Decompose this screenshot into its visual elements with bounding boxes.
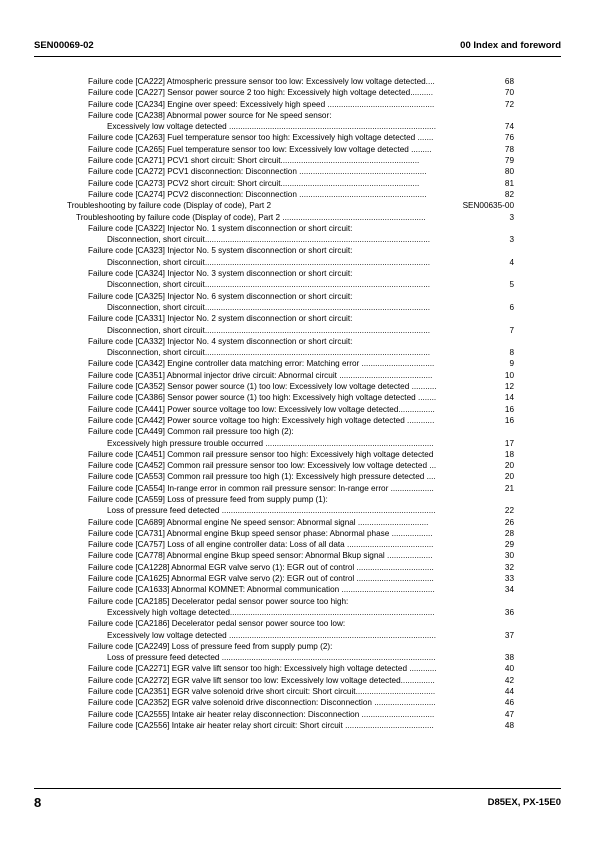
toc-entry bbox=[0, 483, 595, 494]
toc-entry bbox=[0, 720, 595, 731]
toc-entry-title: Failure code [CA442] Power source voltage too high: Excessively high voltage detected ............ bbox=[88, 415, 435, 425]
toc-entry bbox=[0, 517, 595, 528]
toc-entry-title: Failure code [CA731] Abnormal engine Bkup speed sensor phase: Abnormal phase .................. bbox=[88, 528, 433, 538]
toc-page-number: 30 bbox=[504, 551, 514, 561]
toc-entry bbox=[0, 144, 595, 155]
toc-entry-title: Failure code [CA449] Common rail pressure too high (2): bbox=[88, 427, 294, 437]
toc-entry-title: Failure code [CA559] Loss of pressure feed from supply pump (1): bbox=[88, 494, 328, 504]
toc-page-number: 32 bbox=[504, 562, 514, 572]
toc-entry-title: Failure code [CA325] Injector No. 6 system disconnection or short circuit: bbox=[88, 291, 353, 301]
toc-entry bbox=[0, 618, 595, 629]
toc-entry bbox=[0, 709, 595, 720]
toc-page-number: 70 bbox=[504, 88, 514, 98]
toc-entry bbox=[0, 697, 595, 708]
toc-entry bbox=[0, 686, 595, 697]
toc-page-number: 16 bbox=[504, 404, 514, 414]
toc-entry bbox=[0, 325, 595, 336]
toc-entry-title: Disconnection, short circuit................................................................................................... bbox=[107, 302, 431, 312]
toc-entry bbox=[0, 313, 595, 324]
toc-entry-title: Failure code [CA323] Injector No. 5 system disconnection or short circuit: bbox=[88, 246, 353, 256]
toc-entry-title: Failure code [CA1228] Abnormal EGR valve servo (1): EGR out of control .................................. bbox=[88, 562, 434, 572]
toc-entry bbox=[0, 110, 595, 121]
toc-entry-title: Disconnection, short circuit................................................................................................... bbox=[107, 280, 431, 290]
toc-entry-title: Failure code [CA2272] EGR valve lift sensor too low: Excessively low voltage detected............... bbox=[88, 675, 435, 685]
toc-entry bbox=[0, 573, 595, 584]
toc-entry bbox=[0, 460, 595, 471]
toc-page-number: 29 bbox=[504, 540, 514, 550]
toc-entry bbox=[0, 550, 595, 561]
toc-entry bbox=[0, 178, 595, 189]
toc-page-number: 34 bbox=[504, 585, 514, 595]
toc-entry-title: Failure code [CA2271] EGR valve lift sensor too high: Excessively high voltage detected ............ bbox=[88, 664, 437, 674]
toc-page-number: 82 bbox=[504, 189, 514, 199]
toc-entry bbox=[0, 99, 595, 110]
toc-entry bbox=[0, 223, 595, 234]
toc-entry bbox=[0, 652, 595, 663]
toc-section-id: SEN00635-00 bbox=[462, 201, 514, 211]
toc-page-number: 26 bbox=[504, 517, 514, 527]
toc-page-number: 3 bbox=[509, 212, 514, 222]
toc-entry-title: Failure code [CA274] PCV2 disconnection: Disconnection ........................................................ bbox=[88, 189, 427, 199]
toc-entry-title: Failure code [CA352] Sensor power source (1) too low: Excessively low voltage detected ........... bbox=[88, 382, 437, 392]
toc-entry bbox=[0, 358, 595, 369]
toc-entry bbox=[0, 630, 595, 641]
toc-entry bbox=[0, 336, 595, 347]
toc-page-number: 10 bbox=[504, 370, 514, 380]
toc-page-number: 40 bbox=[504, 664, 514, 674]
toc-entry bbox=[0, 596, 595, 607]
toc-page-number: 37 bbox=[504, 630, 514, 640]
toc-entry bbox=[0, 302, 595, 313]
table-of-contents bbox=[0, 76, 595, 731]
toc-page-number: 14 bbox=[504, 393, 514, 403]
toc-entry-title: Disconnection, short circuit................................................................................................... bbox=[107, 348, 431, 358]
toc-entry bbox=[0, 291, 595, 302]
toc-entry bbox=[0, 505, 595, 516]
page-number: 8 bbox=[34, 795, 42, 810]
page-header bbox=[34, 40, 561, 52]
toc-page-number: 81 bbox=[504, 178, 514, 188]
toc-page-number: 76 bbox=[504, 133, 514, 143]
toc-entry-title: Failure code [CA273] PCV2 short circuit: Short circuit............................................................. bbox=[88, 178, 420, 188]
toc-entry-title: Failure code [CA451] Common rail pressure sensor too high: Excessively high voltage detected bbox=[88, 449, 434, 459]
toc-entry-title: Failure code [CA234] Engine over speed: Excessively high speed ............................................... bbox=[88, 99, 435, 109]
toc-entry-title: Failure code [CA452] Common rail pressure sensor too low: Excessively low voltage detected ... bbox=[88, 461, 437, 471]
toc-entry bbox=[0, 415, 595, 426]
toc-entry-title: Failure code [CA2185] Decelerator pedal sensor power source too high: bbox=[88, 596, 349, 606]
toc-entry-title: Failure code [CA272] PCV1 disconnection: Disconnection ........................................................ bbox=[88, 167, 427, 177]
toc-entry-title: Failure code [CA2249] Loss of pressure feed from supply pump (2): bbox=[88, 641, 333, 651]
toc-entry-title: Failure code [CA342] Engine controller data matching error: Matching error ................................ bbox=[88, 359, 435, 369]
toc-entry-title: Failure code [CA222] Atmospheric pressure sensor too low: Excessively low voltage detected.... bbox=[88, 77, 435, 86]
toc-entry-title: Failure code [CA322] Injector No. 1 system disconnection or short circuit: bbox=[88, 223, 353, 233]
toc-entry-title: Failure code [CA265] Fuel temperature sensor too low: Excessively low voltage detected ......... bbox=[88, 144, 432, 154]
toc-page-number: 42 bbox=[504, 675, 514, 685]
toc-entry bbox=[0, 381, 595, 392]
model-name: D85EX, PX-15E0 bbox=[487, 797, 561, 808]
toc-page-number: 17 bbox=[504, 438, 514, 448]
toc-entry-title: Loss of pressure feed detected .............................................................................................. bbox=[107, 506, 436, 516]
toc-entry bbox=[0, 584, 595, 595]
toc-entry bbox=[0, 449, 595, 460]
toc-entry-title: Excessively low voltage detected ........................................................................................... bbox=[107, 122, 436, 132]
toc-entry bbox=[0, 132, 595, 143]
toc-entry bbox=[0, 494, 595, 505]
toc-entry bbox=[0, 268, 595, 279]
toc-page-number: 20 bbox=[504, 472, 514, 482]
toc-entry bbox=[0, 438, 595, 449]
toc-page-number: 68 bbox=[504, 77, 514, 86]
toc-entry bbox=[0, 404, 595, 415]
toc-page-number: 48 bbox=[504, 720, 514, 730]
footer-rule bbox=[34, 788, 561, 789]
toc-page-number: 78 bbox=[504, 144, 514, 154]
toc-entry bbox=[0, 471, 595, 482]
toc-entry-title: Failure code [CA332] Injector No. 4 system disconnection or short circuit: bbox=[88, 336, 353, 346]
toc-entry bbox=[0, 234, 595, 245]
toc-page-number: 79 bbox=[504, 156, 514, 166]
toc-page-number: 18 bbox=[504, 449, 514, 459]
toc-entry bbox=[0, 426, 595, 437]
toc-entry bbox=[0, 200, 595, 211]
toc-page-number: 22 bbox=[504, 506, 514, 516]
toc-page-number: 12 bbox=[504, 382, 514, 392]
toc-page-number: 9 bbox=[509, 359, 514, 369]
header-rule bbox=[34, 56, 561, 57]
toc-entry-title: Excessively low voltage detected ........................................................................................... bbox=[107, 630, 436, 640]
toc-page-number: 36 bbox=[504, 607, 514, 617]
toc-entry-title: Disconnection, short circuit................................................................................................... bbox=[107, 257, 431, 267]
toc-page-number: 47 bbox=[504, 709, 514, 719]
toc-entry-title: Excessively high pressure trouble occurred .......................................................................... bbox=[107, 438, 434, 448]
toc-entry bbox=[0, 87, 595, 98]
toc-entry bbox=[0, 641, 595, 652]
toc-entry-title: Failure code [CA778] Abnormal engine Bkup speed sensor: Abnormal Bkup signal .................... bbox=[88, 551, 433, 561]
toc-entry bbox=[0, 663, 595, 674]
toc-page-number: 44 bbox=[504, 687, 514, 697]
section-title: 00 Index and foreword bbox=[460, 40, 561, 51]
toc-entry-title: Failure code [CA441] Power source voltage too low: Excessively low voltage detected................ bbox=[88, 404, 435, 414]
toc-entry-title: Failure code [CA1633] Abnormal KOMNET: Abnormal communication ......................................... bbox=[88, 585, 435, 595]
toc-page-number: 5 bbox=[509, 280, 514, 290]
toc-entry-title: Failure code [CA2352] EGR valve solenoid drive disconnection: Disconnection ........................... bbox=[88, 698, 436, 708]
toc-entry-title: Failure code [CA757] Loss of all engine controller data: Loss of all data ...................................... bbox=[88, 540, 434, 550]
toc-entry-title: Failure code [CA2186] Decelerator pedal sensor power source too low: bbox=[88, 619, 346, 629]
toc-page-number: 6 bbox=[509, 302, 514, 312]
toc-page-number: 28 bbox=[504, 528, 514, 538]
toc-page-number: 72 bbox=[504, 99, 514, 109]
toc-entry bbox=[0, 562, 595, 573]
toc-entry bbox=[0, 212, 595, 223]
toc-entry-title: Failure code [CA351] Abnormal injector drive circuit: Abnormal circuit ......................................... bbox=[88, 370, 433, 380]
toc-page-number: 8 bbox=[509, 348, 514, 358]
toc-entry-title: Failure code [CA386] Sensor power source (1) too high: Excessively high voltage detected ........ bbox=[88, 393, 437, 403]
toc-entry bbox=[0, 166, 595, 177]
toc-page-number: 33 bbox=[504, 574, 514, 584]
toc-entry-title: Excessively high voltage detected.......................................................................................... bbox=[107, 607, 435, 617]
toc-entry bbox=[0, 675, 595, 686]
toc-entry bbox=[0, 539, 595, 550]
toc-page-number: 4 bbox=[509, 257, 514, 267]
toc-entry bbox=[0, 155, 595, 166]
toc-entry bbox=[0, 257, 595, 268]
toc-entry-title: Troubleshooting by failure code (Display of code), Part 2 bbox=[67, 201, 272, 211]
toc-page-number: 16 bbox=[504, 415, 514, 425]
page-footer bbox=[34, 795, 561, 809]
toc-entry-title: Failure code [CA553] Common rail pressure too high (1): Excessively high pressure detected .... bbox=[88, 472, 436, 482]
toc-entry-title: Failure code [CA2351] EGR valve solenoid drive short circuit: Short circuit................................... bbox=[88, 687, 436, 697]
toc-entry bbox=[0, 189, 595, 200]
toc-page-number: 7 bbox=[509, 325, 514, 335]
toc-entry-title: Failure code [CA2556] Intake air heater relay short circuit: Short circuit ....................................... bbox=[88, 720, 434, 730]
toc-entry bbox=[0, 528, 595, 539]
toc-page-number: 3 bbox=[509, 235, 514, 245]
toc-entry-title: Failure code [CA331] Injector No. 2 system disconnection or short circuit: bbox=[88, 314, 353, 324]
toc-entry bbox=[0, 370, 595, 381]
toc-entry bbox=[0, 347, 595, 358]
document-id: SEN00069-02 bbox=[34, 40, 94, 51]
toc-page-number: 20 bbox=[504, 461, 514, 471]
toc-entry-title: Disconnection, short circuit................................................................................................... bbox=[107, 325, 431, 335]
toc-entry bbox=[0, 392, 595, 403]
toc-entry bbox=[0, 76, 595, 87]
toc-entry-title: Failure code [CA689] Abnormal engine Ne speed sensor: Abnormal signal ............................... bbox=[88, 517, 429, 527]
toc-page-number: 46 bbox=[504, 698, 514, 708]
toc-entry-title: Failure code [CA238] Abnormal power source for Ne speed sensor: bbox=[88, 110, 332, 120]
toc-entry-title: Failure code [CA1625] Abnormal EGR valve servo (2): EGR out of control .................................. bbox=[88, 574, 434, 584]
toc-entry-title: Loss of pressure feed detected .............................................................................................. bbox=[107, 653, 436, 663]
toc-entry-title: Failure code [CA554] In-range error in common rail pressure sensor: In-range error ................... bbox=[88, 483, 434, 493]
toc-page-number: 21 bbox=[504, 483, 514, 493]
toc-page-number: 80 bbox=[504, 167, 514, 177]
toc-page-number: 38 bbox=[504, 653, 514, 663]
toc-page-number: 74 bbox=[504, 122, 514, 132]
toc-entry bbox=[0, 607, 595, 618]
toc-entry-title: Troubleshooting by failure code (Display of code), Part 2 ............................................................... bbox=[76, 212, 426, 222]
toc-entry bbox=[0, 121, 595, 132]
toc-entry-title: Failure code [CA271] PCV1 short circuit: Short circuit............................................................. bbox=[88, 156, 420, 166]
toc-entry bbox=[0, 245, 595, 256]
toc-entry-title: Failure code [CA227] Sensor power source 2 too high: Excessively high voltage detected.......... bbox=[88, 88, 433, 98]
toc-entry-title: Failure code [CA2555] Intake air heater relay disconnection: Disconnection ................................ bbox=[88, 709, 435, 719]
toc-entry-title: Failure code [CA324] Injector No. 3 system disconnection or short circuit: bbox=[88, 269, 353, 279]
toc-entry-title: Failure code [CA263] Fuel temperature sensor too high: Excessively high voltage detected ....... bbox=[88, 133, 434, 143]
toc-entry bbox=[0, 279, 595, 290]
toc-entry-title: Disconnection, short circuit................................................................................................... bbox=[107, 235, 431, 245]
